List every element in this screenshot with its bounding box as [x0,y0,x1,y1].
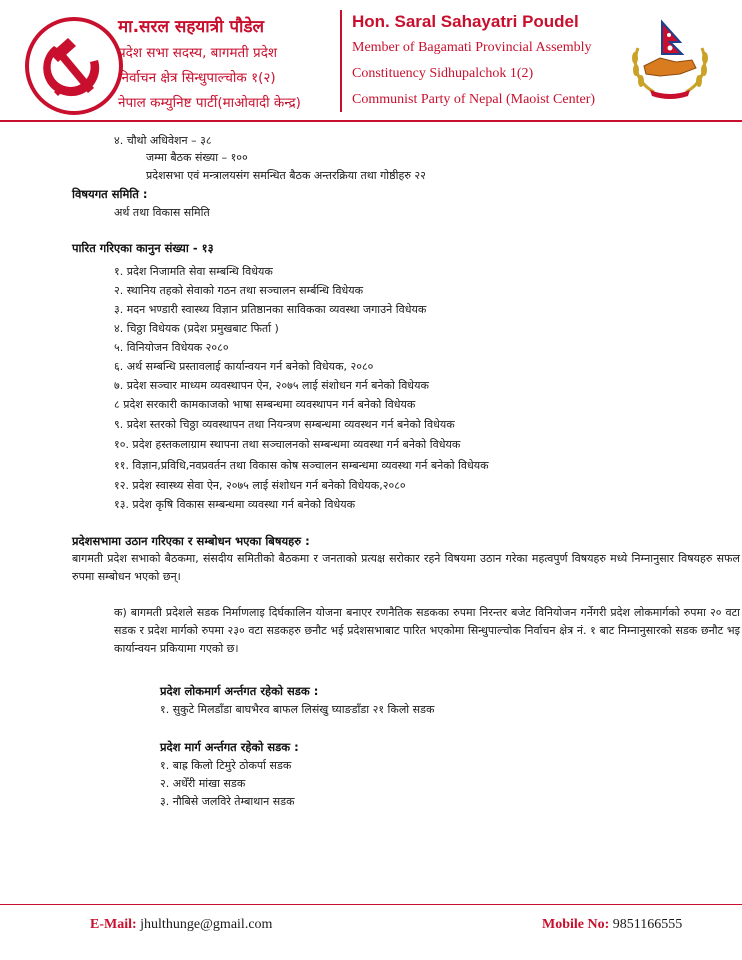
law-item: १२. प्रदेश स्वास्थ्य सेवा ऐन, २०७५ लाई संशोधन गर्न बनेको विधेयक,२०८० [114,479,406,492]
law-item: ५. विनियोजन विधेयक २०८० [114,341,229,354]
law-item: १०. प्रदेश हस्तकलाग्राम स्थापना तथा सञ्चालनको सम्बन्धमा व्यवस्था गर्न बनेको विधेयक [114,438,461,451]
marg-heading: प्रदेश मार्ग अर्न्तगत रहेको सडक : [160,740,299,754]
footer-rule [0,904,742,905]
issues-point-a: क) बागमती प्रदेशले सडक निर्माणलाइ दिर्घकालिन योजना बनाएर रणनैतिक सडकका रुपमा निरन्तर बजेट विनियोजन गर्नेगरी प्रदेश लोकमार्गको रुपमा २० वटा सडक र प्रदेश मार्गको रुपमा २३० वटा सडकहरु छनौट भई प्रदेशसभाबाट पारित भएकोमा सिन्धुपाल्चोक निर्वाचन क्षेत्र नं. १ बाट निम्नानुसारको सडक छनौट भइ कार्यान्वयन प्रकियामा गएको छ। [114,606,740,655]
law-item: ११. विज्ञान,प्रविधि,नवप्रवर्तन तथा विकास कोष सञ्चालन सम्बन्धमा व्यवस्था गर्न बनेको विधेयक [114,459,489,472]
nepali-name: मा.सरल सहयात्री पौडेल [118,17,265,37]
lokmarg-item: १. सुकुटे मिलडाँडा बाघभैरव बाफल लिसंखु घ्याङडाँडा २१ किलो सडक [160,703,435,716]
marg-item: १. बाह्र किलो टिमुरे ठोकर्पा सडक [160,759,292,772]
footer-email [90,917,272,933]
nepal-emblem [624,18,716,100]
mobile-number: 9851166555 [612,917,683,932]
law-item: ८ प्रदेश सरकारी कामकाजको भाषा सम्बन्धमा व्यवस्थापन गर्न बनेको विधेयक [114,398,416,411]
header-divider [340,10,342,112]
nepali-title-line-2: निर्वाचन क्षेत्र सिन्धुपाल्चोक १(२) [118,70,276,86]
lokmarg-heading: प्रदेश लोकमार्ग अर्न्तगत रहेको सडक : [160,684,319,698]
header-rule [0,120,742,122]
law-item: ९. प्रदेश स्तरको चिठ्ठा व्यवस्थापन तथा नियन्त्रण सम्बन्धमा व्यवस्थन गर्न बनेको विधेयक [114,418,455,431]
marg-item: २. अधेँरी मांखा सडक [160,777,246,790]
english-title-line-1: Member of Bagamati Provincial Assembly [352,40,592,55]
committee-heading: विषयगत समिति : [72,187,148,201]
law-item: ६. अर्थ सम्बन्धि प्रस्तावलाई कार्यान्वयन गर्न बनेको विधेयक, २०८० [114,360,374,373]
session-fourth: ४. चौथो अधिवेशन – ३८ [114,134,212,147]
law-item: १३. प्रदेश कृषि विकास सम्बन्धमा व्यवस्था गर्न बनेको विधेयक [114,498,356,511]
mobile-label: Mobile No: [542,917,610,932]
law-item: ४. चिठ्ठा विधेयक (प्रदेश प्रमुखबाट फिर्ता ) [114,322,279,335]
english-title-line-2: Constituency Sidhupalchok 1(2) [352,66,534,81]
committee-name: अर्थ तथा विकास समिति [114,206,210,219]
nepali-title-line-3: नेपाल कम्युनिष्ट पार्टी(माओवादी केन्द्र) [118,95,301,111]
law-item: ३. मदन भण्डारी स्वास्थ्य विज्ञान प्रतिष्ठानका साविकका व्यवस्था जगाउने विधेयक [114,303,427,316]
session-total-meetings: जम्मा बैठक संख्या – १०० [146,151,248,164]
footer-mobile [542,917,682,933]
hammer-sickle-icon [24,16,124,116]
email-link[interactable]: jhulthunge@gmail.com [140,917,273,932]
law-item: ७. प्रदेश सञ्चार माध्यम व्यवस्थापन ऐन, २०७५ लाई संशोधन गर्न बनेको विधेयक [114,379,429,392]
english-title-line-3: Communist Party of Nepal (Maoist Center) [352,92,596,107]
issues-intro: बागमती प्रदेश सभाको बैठकमा, संसदीय समितीको बैठकमा र जनताको प्रत्यक्ष सरोकार रहने विषयमा उठान गरेका महत्वपुर्ण विषयहरु मध्ये निम्नानुसार विषयहरु सफल रुपमा सम्बोधन भएको छन्। [72,552,740,583]
issues-heading: प्रदेशसभामा उठान गरिएका र सम्बोधन भएका बिषयहरु : [72,534,310,548]
email-label: E-Mail: [90,917,137,932]
nepal-emblem-icon [624,18,716,100]
laws-heading: पारित गरिएका कानुन संख्या - १३ [72,241,214,255]
law-item: २. स्थानिय तहको सेवाको गठन तथा सञ्चालन सर्म्बन्धि विधेयक [114,284,364,297]
english-name: Hon. Saral Sahayatri Poudel [352,12,579,31]
party-logo [24,16,124,116]
law-item: १. प्रदेश निजामति सेवा सम्बन्धि विधेयक [114,265,273,278]
session-interactions: प्रदेशसभा एवं मन्त्रालयसंग समन्धित बैठक अन्तरक्रिया तथा गोष्ठीहरु २२ [146,169,426,182]
marg-item: ३. नौबिसे जलविरे तेम्बाथान सडक [160,795,295,808]
nepali-title-line-1: प्रदेश सभा सदस्य, बागमती प्रदेश [118,45,278,61]
